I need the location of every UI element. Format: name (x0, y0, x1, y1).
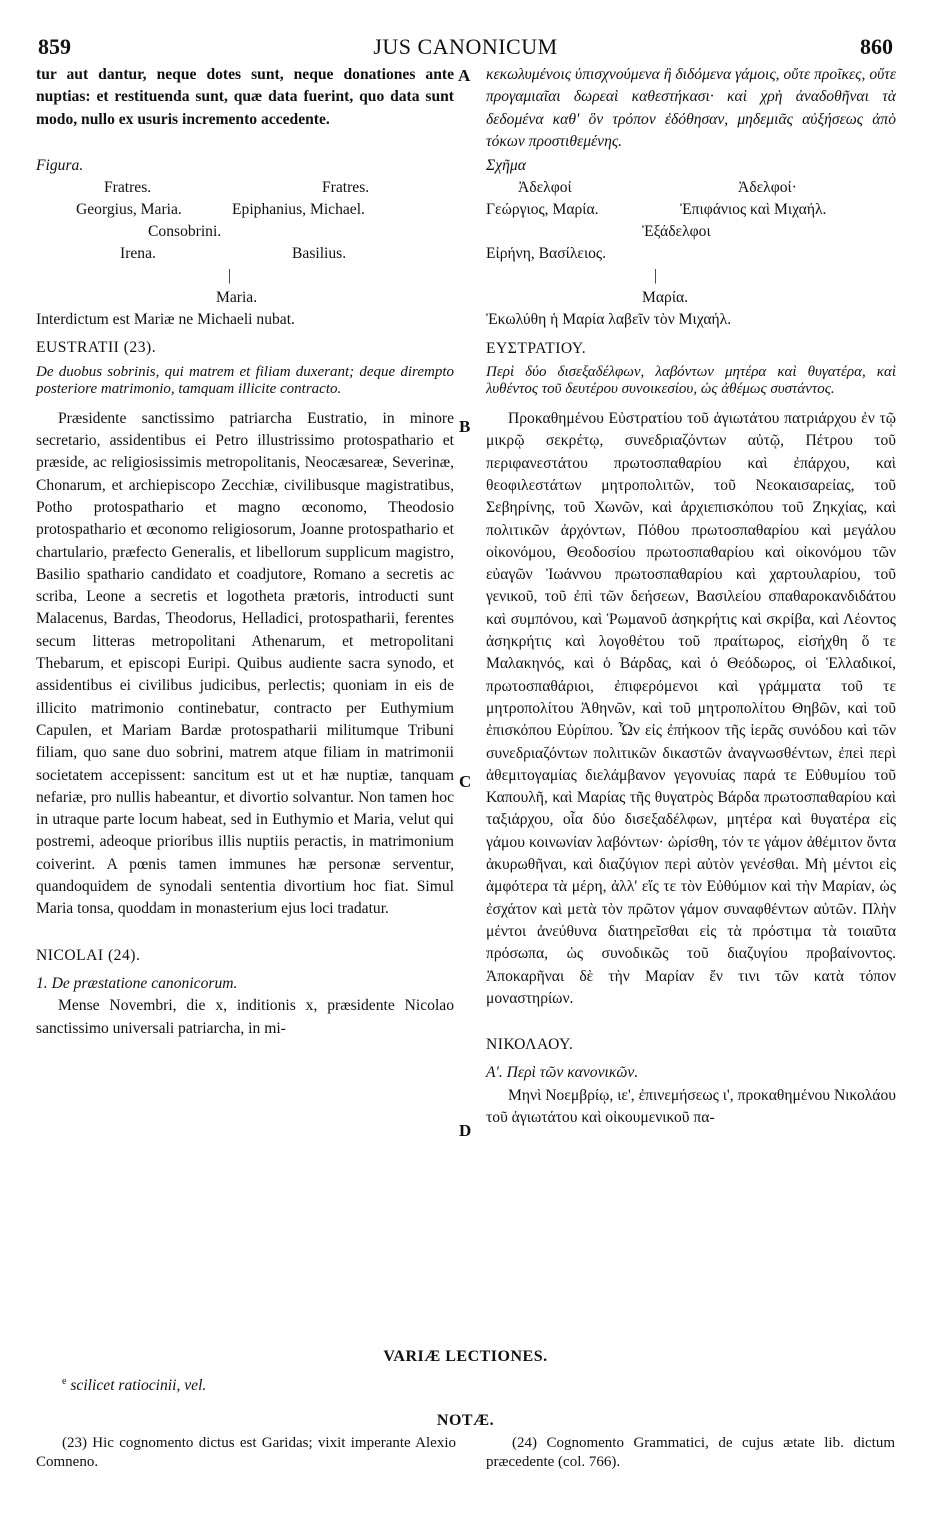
variae-title: VARIÆ LECTIONES. (383, 1348, 548, 1365)
page-number-left: 859 (38, 34, 71, 59)
schema-ekolythe: Ἐκωλύθη ἡ Μαρία λαβεῖν τὸν Μιχαήλ. (486, 311, 732, 329)
nicolaus-body-latin: Mense Novembri, die x, inditionis x, præsidente Nicolao sanctissimo universali patriarcha, in mi- (36, 997, 454, 1037)
figura-basilius: Basilius. (292, 245, 347, 263)
schema-eirene-basileios: Εἰρήνη, Βασίλειος. (486, 245, 607, 263)
schema-row (486, 221, 896, 243)
figura-row (36, 265, 454, 287)
notae-title: NOTÆ. (436, 1412, 495, 1429)
figura-title: Figura. (36, 156, 84, 174)
figura-row (36, 177, 454, 199)
figura-row (36, 221, 454, 243)
schema-row (486, 243, 896, 265)
margin-letter-b: B (459, 417, 471, 436)
greek-intro: κεκωλυμένοις ὑπισχνούμενα ἢ διδόμενα γάμοις, οὔτε προῖκες, οὔτε προγαμιαῖαι δωρεαὶ καθεστήκασι· καὶ χρὴ ἀναδοθῆναι τὰ δεδομένα καθ' ὃν τρόπον ἐδόθησαν, μηδεμιᾶς αὐξήσεως ἀπὸ τόκων προστιθεμένης. (486, 66, 896, 150)
figura-consobrini: Consobrini. (148, 223, 222, 241)
figura-connector: | (228, 267, 232, 285)
eustratius-title-greek: ΕΥΣΤΡΑΤΙΟΥ. (486, 339, 587, 357)
eustratius-rubric-latin: De duobus sobrinis, qui matrem et filiam duxerant; deque dirempto posteriore matrimonio, tamquam illicite contracto. (36, 363, 454, 397)
eustratius-body-greek: Προκαθημένου Εὐστρατίου τοῦ ἁγιωτάτου πατριάρχου ἐν τῷ μικρῷ σεκρέτῳ, συνεδριαζόντων αὐτῷ, Πέτρου τοῦ περιφανεστάτου πρωτοσπαθαρίου καὶ ἐπάρχου, καὶ θεοφιλεστάτων μητροπολιτῶν, τοῦ Νεοκαισαρείας, τοῦ Σεβηρίνης, τοῦ Χωνῶν, καὶ ἀρχιεπισκόπου τοῦ Ζηκχίας, καὶ πολιτικῶν ἀρχόντων, Πόθου πρωτοσπαθαρίου καὶ μεγάλου οἰκονόμου, Θεοδοσίου πρωτοσπαθαρίου καὶ οἰκονόμου τῶν εὐαγῶν Ἰωάννου πρωτοσπαθαρίου καὶ χαρτουλαρίου, τοῦ γενικοῦ, τοῦ ἐπὶ τῶν δεήσεων, Βασιλείου σπαθαροκανδιδάτου καὶ συμπόνου, καὶ Ῥωμανοῦ ἀσηκρήτις καὶ σκρίβα, καὶ Λέοντος ἀσηκρήτις καὶ λογοθέτου τοῦ πραίτωρος, εἰσήχθη ὅ τε Μαλακηνός, καὶ ὁ Βάρδας, καὶ ὁ Θεόδωρος, οἱ Ἑλλαδικοί, πρωτοσπαθάριοι, ἐπιφερόμενοι καὶ γράμματα τοῦ τε μητροπολίτου Ἀθηνῶν, καὶ τοῦ μητροπολίτου Θηβῶν, καὶ τοῦ ἐπισκόπου Εὐρίπου. Ὧν εἰς ἐπήκοον τῆς ἱερᾶς συνόδου καὶ τῶν συνεδριαζόντων πολιτικῶν δικαστῶν ἀναγνωσθέντων, ἐπεὶ περὶ ἀθεμιτογαμίας διελάμβανον γεγονυίας παρά τε Εὐθυμίου τοῦ Καπουλῆ, καὶ Μαρίας τῆς θυγατρὸς Βάρδα πρωτοσπαθαρίου καὶ ταξιάρχου, οἷα δύο δισεξαδέλφων, μητέρα καὶ θυγατέρα εἰς γάμου κοινωνίαν λαβόντων· ὡρίσθη, τόν τε γάμον ἀθέμιτον ὄντα ἀκυρωθῆναι, καὶ διαζύγιον περὶ αὐτὸν γενέσθαι. Μὴ μέντοι εἰς ἀμφότερα τὰ μέρη, ἀλλ' εἴς τε τὸν Εὐθύμιον καὶ τὴν Μαρίαν, ὡς ἐσχάτον καὶ μετὰ τὸν πρῶτον γάμον συναφθέντων αὐτῶν. Πλὴν μέντοι ἀνεύθυνα διατηρεῖσθαι εἰς τὰ πρόστιμα τὰ τοιαῦτα πρόσωπα, ὡς συνοδικῶς τοῦ διαζυγίου προβαίνοντος. Ἀποκαρῆναι δὲ τὴν Μαρίαν ἔν τινι τῶν κατὰ τόπον μοναστηρίων. (486, 410, 896, 1007)
schema-connector: | (654, 267, 658, 285)
nota-24: (24) Cognomento Grammatici, de cujus ætate lib. dictum præcedente (col. 766). (486, 1435, 895, 1470)
schema-row (486, 287, 896, 309)
latin-intro: tur aut dantur, neque dotes sunt, neque donationes ante nuptias: et restituenda sunt, quæ data fuerint, quo data sunt modo, nullo ex usuris incremento accedente. (36, 66, 454, 128)
notae (36, 1412, 895, 1480)
eustratius-rubric-greek: Περὶ δύο δισεξαδέλφων, λαβόντων μητέρα καὶ θυγατέρα, καὶ λυθέντος τοῦ δευτέρου συνοικεσίου, ὡς ἀθέμως συστάντος. (486, 364, 896, 398)
figura-row (36, 243, 454, 265)
margin-letter-c: C (459, 772, 472, 791)
schema-row (486, 177, 896, 199)
margin-letter-d: D (459, 1121, 472, 1140)
eustratius-title-latin: EUSTRATII (23). (36, 339, 157, 357)
greek-column (486, 64, 896, 1129)
schema-maria: Μαρία. (642, 289, 689, 307)
eustratius-body-latin: Præsidente sanctissimo patriarcha Eustratio, in minore secretario, assidentibus ei Petro illustrissimo protospathario et præside, ac religiosissimis metropolitanis, Neocæsareæ, Severinæ, Chonarum, et archiepiscopo Zecchiæ, civilibusque magistratibus, Potho protospathario et magno œconomo, Theodosio protospathario et œconomo religiosorum, Joanne protospathario et chartulario, præfecto Generalis, et libellorum supplicum magistro, Basilio spathario candidato et coadjutore, Romano a secretis ac scriba, Leone a secretis et logotheta prætoris, introducti sunt Malacenus, Bardas, Theodorus, Helladici, protospatharii, ferentes secum litteras metropolitani Athenarum, et metropolitani Thebarum, et episcopi Euripi. Quibus audiente sacra synodo, et assidentibus ei civilibus judicibus, perlectis; quoniam in eis de illicito matrimonio continebatur, contracto per Euthymium Capulen, et Mariam Bardæ protospatharii militumque Tribuni filiam, quo sane duo sobrini, matrem atque filiam in matrimonii societatem accepissent: sancitum est ut et hæ nuptiæ, tanquam nefariæ, pro nullis habeantur, et divortio solvantur. Non tamen hoc in utraque parte locum habeat, sed in Euthymio et Maria, velut qui postremi, adeoque prioribus illis nuptiis peractis, in matrimonium coiverint. A pœnis tamen immunes hæ personæ serventur, quandoquidem de synodali sententia divortium hoc fiat. Simul Maria tonsa, quoddam in monasterium ejus loci tradatur. (36, 409, 454, 918)
figura-interdictum: Interdictum est Mariæ ne Michaeli nubat. (36, 311, 295, 329)
nicolaus-title-greek: ΝΙΚΟΛΑΟΥ. (486, 1036, 574, 1054)
figura-fratres-2: Fratres. (322, 179, 370, 197)
page-number-right: 860 (860, 34, 893, 59)
nicolaus-title-latin: NICOLAI (24). (36, 946, 141, 964)
schema-georgios-maria: Γεώργιος, Μαρία. (486, 201, 599, 219)
schema-adelphoi-1: Ἀδελφοί (518, 179, 572, 197)
figura-epiphanius-michael: Epiphanius, Michael. (232, 201, 365, 219)
schema-exadelphoi: Ἐξάδελφοι (642, 223, 711, 241)
variae-mark: e (62, 1376, 67, 1387)
figura-row (36, 287, 454, 309)
nota-23: (23) Hic cognomento dictus est Garidas; vixit imperante Alexio Comneno. (36, 1435, 456, 1470)
variae-text: scilicet ratiocinii, vel. (70, 1377, 207, 1395)
variae-lectiones (36, 1348, 895, 1395)
nicolaus-sub-greek: Α'. Περὶ τῶν κανονικῶν. (486, 1064, 639, 1082)
figura-row (36, 199, 454, 221)
running-title: JUS CANONICUM (373, 34, 558, 59)
schema-row (486, 199, 896, 221)
figura-maria: Maria. (216, 289, 258, 307)
schema-adelphoi-2: Ἀδελφοί· (738, 179, 797, 197)
nicolaus-body-greek: Μηνὶ Νοεμβρίῳ, ιε', ἐπινεμήσεως ι', προκαθημένου Νικολάου τοῦ ἁγιωτάτου καὶ οἰκουμενικοῦ πα- (486, 1086, 896, 1126)
nicolaus-sub-latin: 1. De præstatione canonicorum. (36, 974, 238, 992)
schema-title: Σχῆμα (486, 157, 526, 175)
schema-row (486, 265, 896, 287)
figura-georgius-maria: Georgius, Maria. (76, 201, 182, 219)
variae-entry (36, 1376, 895, 1395)
schema-epiphanios-michael: Ἐπιφάνιος καὶ Μιχαήλ. (680, 201, 827, 219)
figura-irena: Irena. (120, 245, 156, 263)
notae-body (36, 1434, 895, 1480)
latin-column (36, 64, 454, 1040)
figura-fratres-1: Fratres. (104, 179, 152, 197)
page-header (38, 34, 893, 60)
margin-letter-a: A (458, 66, 471, 85)
